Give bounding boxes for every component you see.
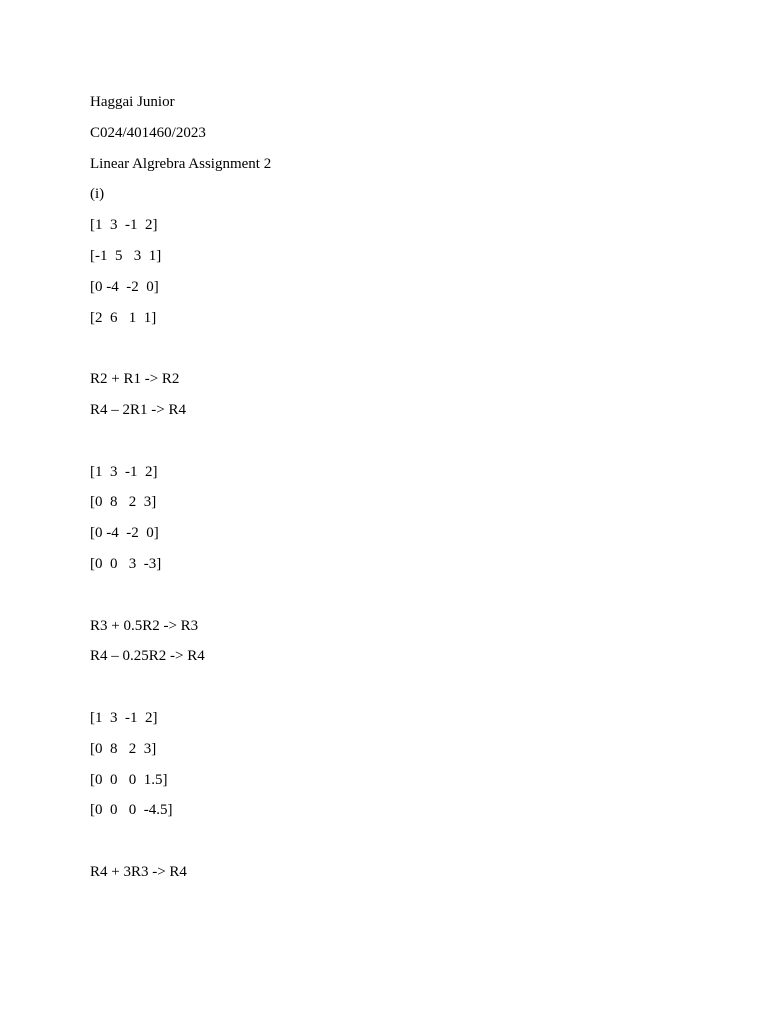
row-operation: R2 + R1 -> R2 — [90, 371, 180, 388]
blank-line — [90, 830, 690, 861]
matrix-row: [0 -4 -2 0] — [90, 525, 159, 542]
matrix-row: [0 -4 -2 0] — [90, 278, 159, 295]
matrix-row: [0 8 2 3] — [90, 494, 157, 511]
matrix-row: [0 0 0 1.5] — [90, 771, 168, 788]
question-label: (i) — [90, 186, 105, 203]
author-name: Haggai Junior — [90, 94, 175, 110]
matrix-row: [1 3 -1 2] — [90, 217, 158, 234]
blank-line — [90, 676, 690, 707]
matrix-row: [0 8 2 3] — [90, 740, 157, 757]
document-body — [90, 91, 690, 892]
matrix-row: [1 3 -1 2] — [90, 463, 158, 480]
student-id: C024/401460/2023 — [90, 124, 206, 141]
assignment-title: Linear Algrebra Assignment 2 — [90, 155, 272, 172]
matrix-row: [0 0 3 -3] — [90, 555, 162, 572]
matrix-row: [2 6 1 1] — [90, 309, 157, 326]
matrix-row: [1 3 -1 2] — [90, 709, 158, 726]
matrix-row: [0 0 0 -4.5] — [90, 802, 173, 819]
row-operation: R4 + 3R3 -> R4 — [90, 863, 187, 880]
row-operation: R4 – 0.25R2 -> R4 — [90, 648, 205, 665]
blank-line — [90, 584, 690, 615]
blank-line — [90, 430, 690, 461]
matrix-row: [-1 5 3 1] — [90, 247, 162, 264]
row-operation: R4 – 2R1 -> R4 — [90, 401, 186, 418]
row-operation: R3 + 0.5R2 -> R3 — [90, 617, 199, 634]
blank-line — [90, 337, 690, 368]
